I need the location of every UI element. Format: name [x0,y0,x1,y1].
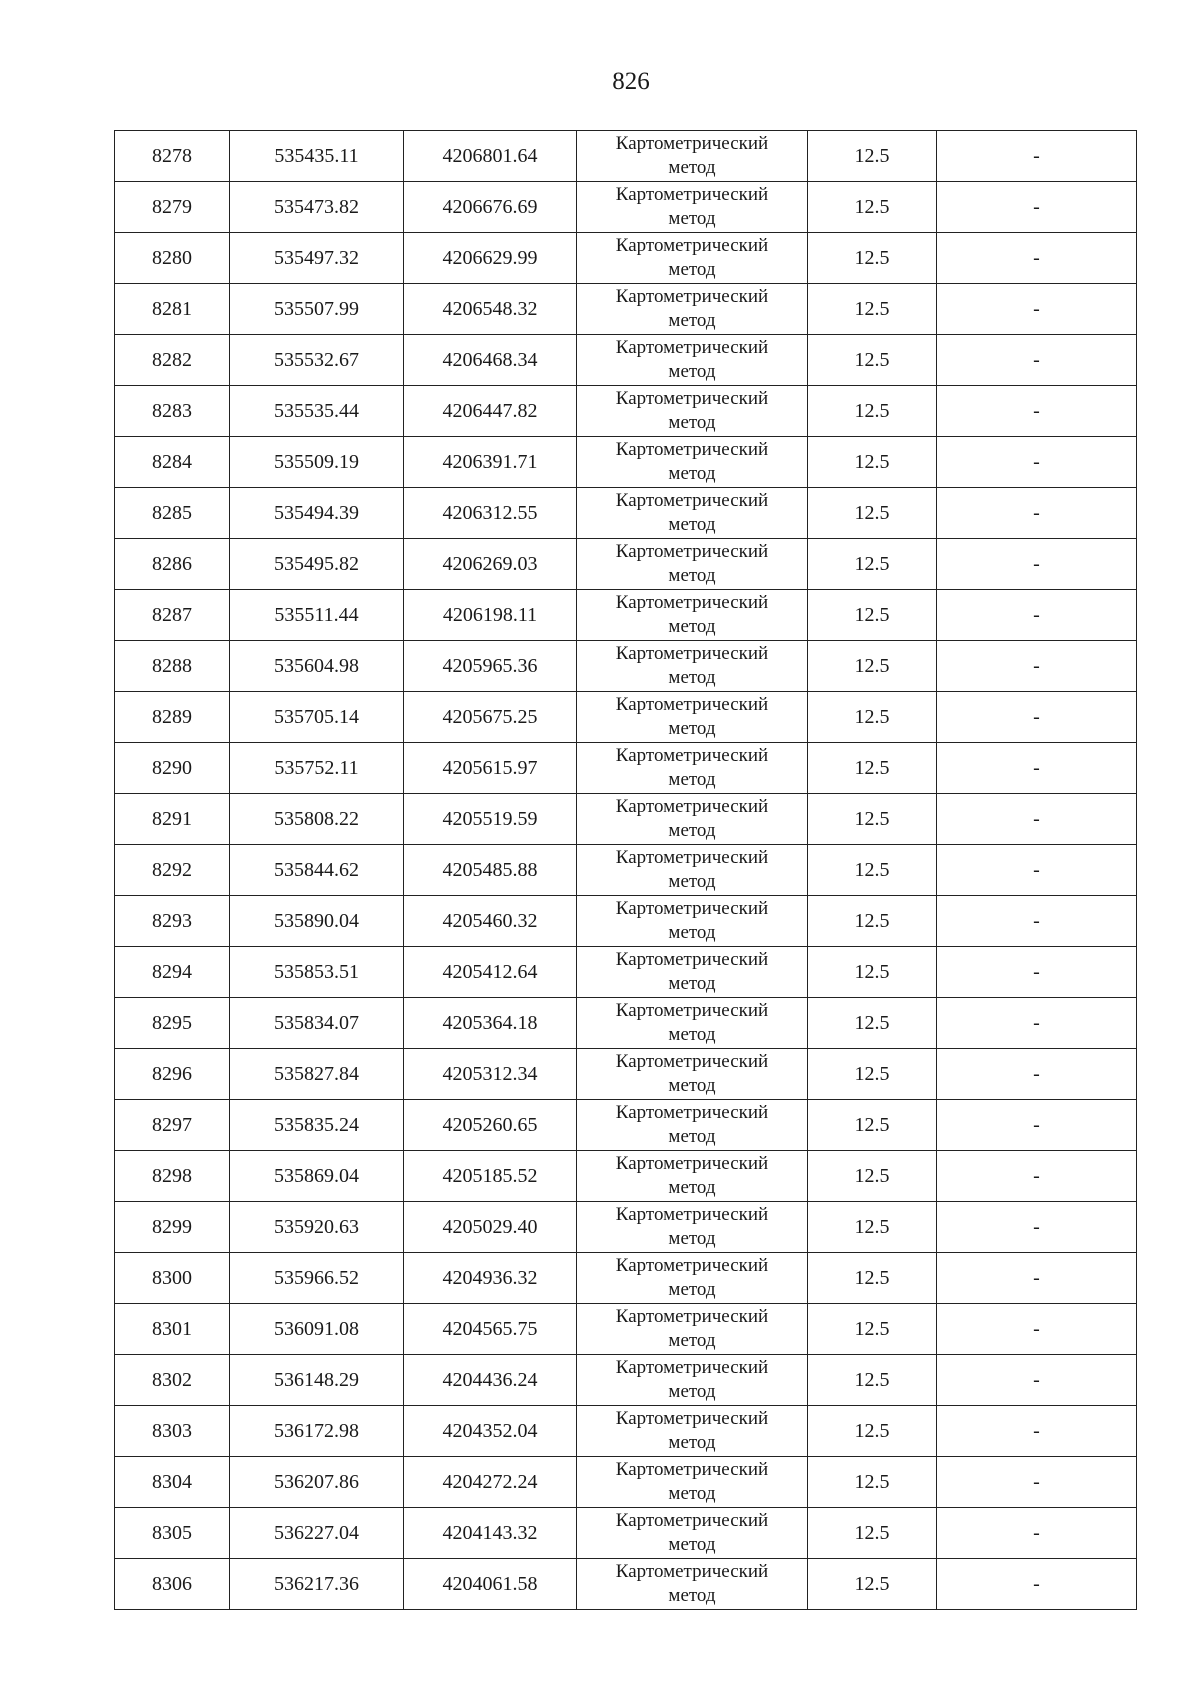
y-coordinate-cell: 4205615.97 [404,743,577,794]
method-line-1: Картометрический [615,1510,769,1531]
table-row [115,845,1137,896]
method-line-2: метод [668,208,716,229]
coordinates-table [114,130,1137,1610]
method-cell [577,1202,808,1253]
y-coordinate-cell: 4204061.58 [404,1559,577,1610]
accuracy-cell: 12.5 [808,998,937,1049]
note-cell: - [937,845,1137,896]
note-cell: - [937,743,1137,794]
table-row [115,1253,1137,1304]
accuracy-cell: 12.5 [808,845,937,896]
method-line-1: Картометрический [615,796,769,817]
method-cell [577,437,808,488]
y-coordinate-cell: 4206447.82 [404,386,577,437]
accuracy-cell: 12.5 [808,335,937,386]
point-number-cell: 8288 [115,641,230,692]
table-row [115,743,1137,794]
y-coordinate-cell: 4205364.18 [404,998,577,1049]
method-line-2: метод [668,1228,716,1249]
point-number-cell: 8278 [115,131,230,182]
accuracy-cell: 12.5 [808,641,937,692]
x-coordinate-cell: 535827.84 [230,1049,404,1100]
method-line-2: метод [668,922,716,943]
method-line-1: Картометрический [615,286,769,307]
method-cell [577,1508,808,1559]
note-cell: - [937,896,1137,947]
y-coordinate-cell: 4204436.24 [404,1355,577,1406]
accuracy-cell: 12.5 [808,1253,937,1304]
method-cell [577,947,808,998]
table-row [115,896,1137,947]
point-number-cell: 8300 [115,1253,230,1304]
x-coordinate-cell: 536148.29 [230,1355,404,1406]
table-row [115,998,1137,1049]
table-row [115,1508,1137,1559]
note-cell: - [937,590,1137,641]
table-row [115,1151,1137,1202]
accuracy-cell: 12.5 [808,1457,937,1508]
y-coordinate-cell: 4205312.34 [404,1049,577,1100]
method-line-2: метод [668,514,716,535]
method-line-2: метод [668,463,716,484]
table-row [115,1049,1137,1100]
point-number-cell: 8305 [115,1508,230,1559]
method-line-2: метод [668,1330,716,1351]
x-coordinate-cell: 535835.24 [230,1100,404,1151]
accuracy-cell: 12.5 [808,233,937,284]
method-line-1: Картометрический [615,439,769,460]
y-coordinate-cell: 4205519.59 [404,794,577,845]
y-coordinate-cell: 4205675.25 [404,692,577,743]
method-line-1: Картометрический [615,745,769,766]
accuracy-cell: 12.5 [808,743,937,794]
table-row [115,1457,1137,1508]
x-coordinate-cell: 536227.04 [230,1508,404,1559]
x-coordinate-cell: 536217.36 [230,1559,404,1610]
method-cell [577,1406,808,1457]
method-line-2: метод [668,1483,716,1504]
x-coordinate-cell: 535604.98 [230,641,404,692]
method-cell [577,1559,808,1610]
method-cell [577,1100,808,1151]
method-line-2: метод [668,871,716,892]
method-line-2: метод [668,565,716,586]
method-cell [577,1151,808,1202]
y-coordinate-cell: 4206198.11 [404,590,577,641]
y-coordinate-cell: 4206629.99 [404,233,577,284]
accuracy-cell: 12.5 [808,1406,937,1457]
note-cell: - [937,335,1137,386]
method-line-1: Картометрический [615,1306,769,1327]
note-cell: - [937,1559,1137,1610]
point-number-cell: 8287 [115,590,230,641]
table-row [115,131,1137,182]
table-row [115,386,1137,437]
method-line-1: Картометрический [615,1204,769,1225]
method-line-1: Картометрический [615,133,769,154]
y-coordinate-cell: 4204352.04 [404,1406,577,1457]
x-coordinate-cell: 535494.39 [230,488,404,539]
note-cell: - [937,1202,1137,1253]
method-line-1: Картометрический [615,1153,769,1174]
note-cell: - [937,1049,1137,1100]
method-cell [577,1457,808,1508]
point-number-cell: 8299 [115,1202,230,1253]
y-coordinate-cell: 4206468.34 [404,335,577,386]
table-row [115,284,1137,335]
note-cell: - [937,233,1137,284]
table-row [115,539,1137,590]
method-cell [577,284,808,335]
x-coordinate-cell: 535869.04 [230,1151,404,1202]
point-number-cell: 8289 [115,692,230,743]
note-cell: - [937,539,1137,590]
point-number-cell: 8293 [115,896,230,947]
x-coordinate-cell: 535920.63 [230,1202,404,1253]
method-line-1: Картометрический [615,1051,769,1072]
method-line-2: метод [668,412,716,433]
note-cell: - [937,386,1137,437]
method-cell [577,641,808,692]
point-number-cell: 8304 [115,1457,230,1508]
method-cell [577,233,808,284]
table-row [115,641,1137,692]
point-number-cell: 8298 [115,1151,230,1202]
table-row [115,437,1137,488]
note-cell: - [937,692,1137,743]
table-row [115,794,1137,845]
point-number-cell: 8294 [115,947,230,998]
method-line-1: Картометрический [615,847,769,868]
method-line-1: Картометрический [615,1408,769,1429]
accuracy-cell: 12.5 [808,1508,937,1559]
x-coordinate-cell: 535511.44 [230,590,404,641]
method-cell [577,794,808,845]
method-line-1: Картометрический [615,592,769,613]
y-coordinate-cell: 4205460.32 [404,896,577,947]
y-coordinate-cell: 4205965.36 [404,641,577,692]
method-line-1: Картометрический [615,1561,769,1582]
accuracy-cell: 12.5 [808,539,937,590]
method-line-1: Картометрический [615,541,769,562]
y-coordinate-cell: 4205485.88 [404,845,577,896]
note-cell: - [937,284,1137,335]
note-cell: - [937,131,1137,182]
point-number-cell: 8295 [115,998,230,1049]
method-line-2: метод [668,718,716,739]
y-coordinate-cell: 4204272.24 [404,1457,577,1508]
note-cell: - [937,641,1137,692]
method-line-1: Картометрический [615,337,769,358]
point-number-cell: 8279 [115,182,230,233]
x-coordinate-cell: 535808.22 [230,794,404,845]
table-body [115,131,1137,1610]
accuracy-cell: 12.5 [808,947,937,998]
note-cell: - [937,1406,1137,1457]
x-coordinate-cell: 535509.19 [230,437,404,488]
x-coordinate-cell: 535752.11 [230,743,404,794]
method-cell [577,1049,808,1100]
method-line-2: метод [668,1381,716,1402]
method-line-1: Картометрический [615,388,769,409]
accuracy-cell: 12.5 [808,1202,937,1253]
accuracy-cell: 12.5 [808,437,937,488]
table-row [115,1559,1137,1610]
note-cell: - [937,1304,1137,1355]
point-number-cell: 8306 [115,1559,230,1610]
x-coordinate-cell: 535495.82 [230,539,404,590]
method-cell [577,131,808,182]
accuracy-cell: 12.5 [808,1355,937,1406]
x-coordinate-cell: 535535.44 [230,386,404,437]
method-cell [577,539,808,590]
note-cell: - [937,437,1137,488]
method-line-2: метод [668,973,716,994]
x-coordinate-cell: 535497.32 [230,233,404,284]
note-cell: - [937,947,1137,998]
y-coordinate-cell: 4205412.64 [404,947,577,998]
table-row [115,1406,1137,1457]
accuracy-cell: 12.5 [808,590,937,641]
x-coordinate-cell: 535705.14 [230,692,404,743]
method-line-1: Картометрический [615,1459,769,1480]
y-coordinate-cell: 4205185.52 [404,1151,577,1202]
point-number-cell: 8285 [115,488,230,539]
x-coordinate-cell: 535834.07 [230,998,404,1049]
method-cell [577,488,808,539]
x-coordinate-cell: 536207.86 [230,1457,404,1508]
point-number-cell: 8302 [115,1355,230,1406]
method-line-2: метод [668,616,716,637]
y-coordinate-cell: 4206548.32 [404,284,577,335]
y-coordinate-cell: 4204143.32 [404,1508,577,1559]
y-coordinate-cell: 4204936.32 [404,1253,577,1304]
x-coordinate-cell: 535435.11 [230,131,404,182]
y-coordinate-cell: 4205029.40 [404,1202,577,1253]
note-cell: - [937,1508,1137,1559]
x-coordinate-cell: 535853.51 [230,947,404,998]
method-line-1: Картометрический [615,898,769,919]
x-coordinate-cell: 535890.04 [230,896,404,947]
method-line-2: метод [668,1534,716,1555]
page-number: 826 [612,68,650,95]
note-cell: - [937,1151,1137,1202]
method-cell [577,335,808,386]
x-coordinate-cell: 536091.08 [230,1304,404,1355]
method-line-1: Картометрический [615,1255,769,1276]
point-number-cell: 8292 [115,845,230,896]
method-cell [577,743,808,794]
method-line-1: Картометрический [615,490,769,511]
method-line-1: Картометрический [615,1102,769,1123]
y-coordinate-cell: 4206676.69 [404,182,577,233]
method-line-2: метод [668,361,716,382]
method-line-2: метод [668,157,716,178]
accuracy-cell: 12.5 [808,488,937,539]
x-coordinate-cell: 536172.98 [230,1406,404,1457]
y-coordinate-cell: 4206269.03 [404,539,577,590]
table-row [115,947,1137,998]
method-line-2: метод [668,1024,716,1045]
point-number-cell: 8283 [115,386,230,437]
point-number-cell: 8290 [115,743,230,794]
accuracy-cell: 12.5 [808,284,937,335]
method-cell [577,998,808,1049]
method-line-2: метод [668,769,716,790]
note-cell: - [937,794,1137,845]
method-cell [577,1253,808,1304]
method-cell [577,692,808,743]
point-number-cell: 8301 [115,1304,230,1355]
method-line-1: Картометрический [615,1357,769,1378]
point-number-cell: 8291 [115,794,230,845]
x-coordinate-cell: 535966.52 [230,1253,404,1304]
accuracy-cell: 12.5 [808,896,937,947]
point-number-cell: 8303 [115,1406,230,1457]
accuracy-cell: 12.5 [808,794,937,845]
note-cell: - [937,998,1137,1049]
table-row [115,335,1137,386]
point-number-cell: 8297 [115,1100,230,1151]
table-row [115,1202,1137,1253]
method-cell [577,386,808,437]
table-row [115,590,1137,641]
accuracy-cell: 12.5 [808,1151,937,1202]
y-coordinate-cell: 4206391.71 [404,437,577,488]
accuracy-cell: 12.5 [808,1049,937,1100]
method-line-1: Картометрический [615,1000,769,1021]
x-coordinate-cell: 535473.82 [230,182,404,233]
method-line-2: метод [668,820,716,841]
method-line-2: метод [668,1177,716,1198]
note-cell: - [937,1253,1137,1304]
method-line-1: Картометрический [615,643,769,664]
method-cell [577,590,808,641]
point-number-cell: 8280 [115,233,230,284]
x-coordinate-cell: 535532.67 [230,335,404,386]
method-cell [577,1355,808,1406]
method-line-2: метод [668,667,716,688]
table-row [115,182,1137,233]
x-coordinate-cell: 535844.62 [230,845,404,896]
method-line-2: метод [668,1279,716,1300]
y-coordinate-cell: 4206312.55 [404,488,577,539]
accuracy-cell: 12.5 [808,131,937,182]
point-number-cell: 8284 [115,437,230,488]
method-line-1: Картометрический [615,694,769,715]
table-row [115,1355,1137,1406]
method-cell [577,1304,808,1355]
y-coordinate-cell: 4205260.65 [404,1100,577,1151]
point-number-cell: 8281 [115,284,230,335]
note-cell: - [937,1457,1137,1508]
method-line-1: Картометрический [615,184,769,205]
method-line-2: метод [668,1432,716,1453]
method-line-1: Картометрический [615,949,769,970]
accuracy-cell: 12.5 [808,386,937,437]
table-row [115,488,1137,539]
method-cell [577,182,808,233]
y-coordinate-cell: 4204565.75 [404,1304,577,1355]
x-coordinate-cell: 535507.99 [230,284,404,335]
method-line-2: метод [668,310,716,331]
method-line-2: метод [668,259,716,280]
method-cell [577,845,808,896]
point-number-cell: 8286 [115,539,230,590]
accuracy-cell: 12.5 [808,1100,937,1151]
note-cell: - [937,1100,1137,1151]
table-row [115,233,1137,284]
accuracy-cell: 12.5 [808,182,937,233]
table-row [115,1100,1137,1151]
table-row [115,692,1137,743]
accuracy-cell: 12.5 [808,1304,937,1355]
accuracy-cell: 12.5 [808,692,937,743]
method-cell [577,896,808,947]
point-number-cell: 8296 [115,1049,230,1100]
note-cell: - [937,1355,1137,1406]
method-line-2: метод [668,1585,716,1606]
table-row [115,1304,1137,1355]
note-cell: - [937,182,1137,233]
point-number-cell: 8282 [115,335,230,386]
note-cell: - [937,488,1137,539]
method-line-2: метод [668,1126,716,1147]
method-line-2: метод [668,1075,716,1096]
y-coordinate-cell: 4206801.64 [404,131,577,182]
method-line-1: Картометрический [615,235,769,256]
accuracy-cell: 12.5 [808,1559,937,1610]
